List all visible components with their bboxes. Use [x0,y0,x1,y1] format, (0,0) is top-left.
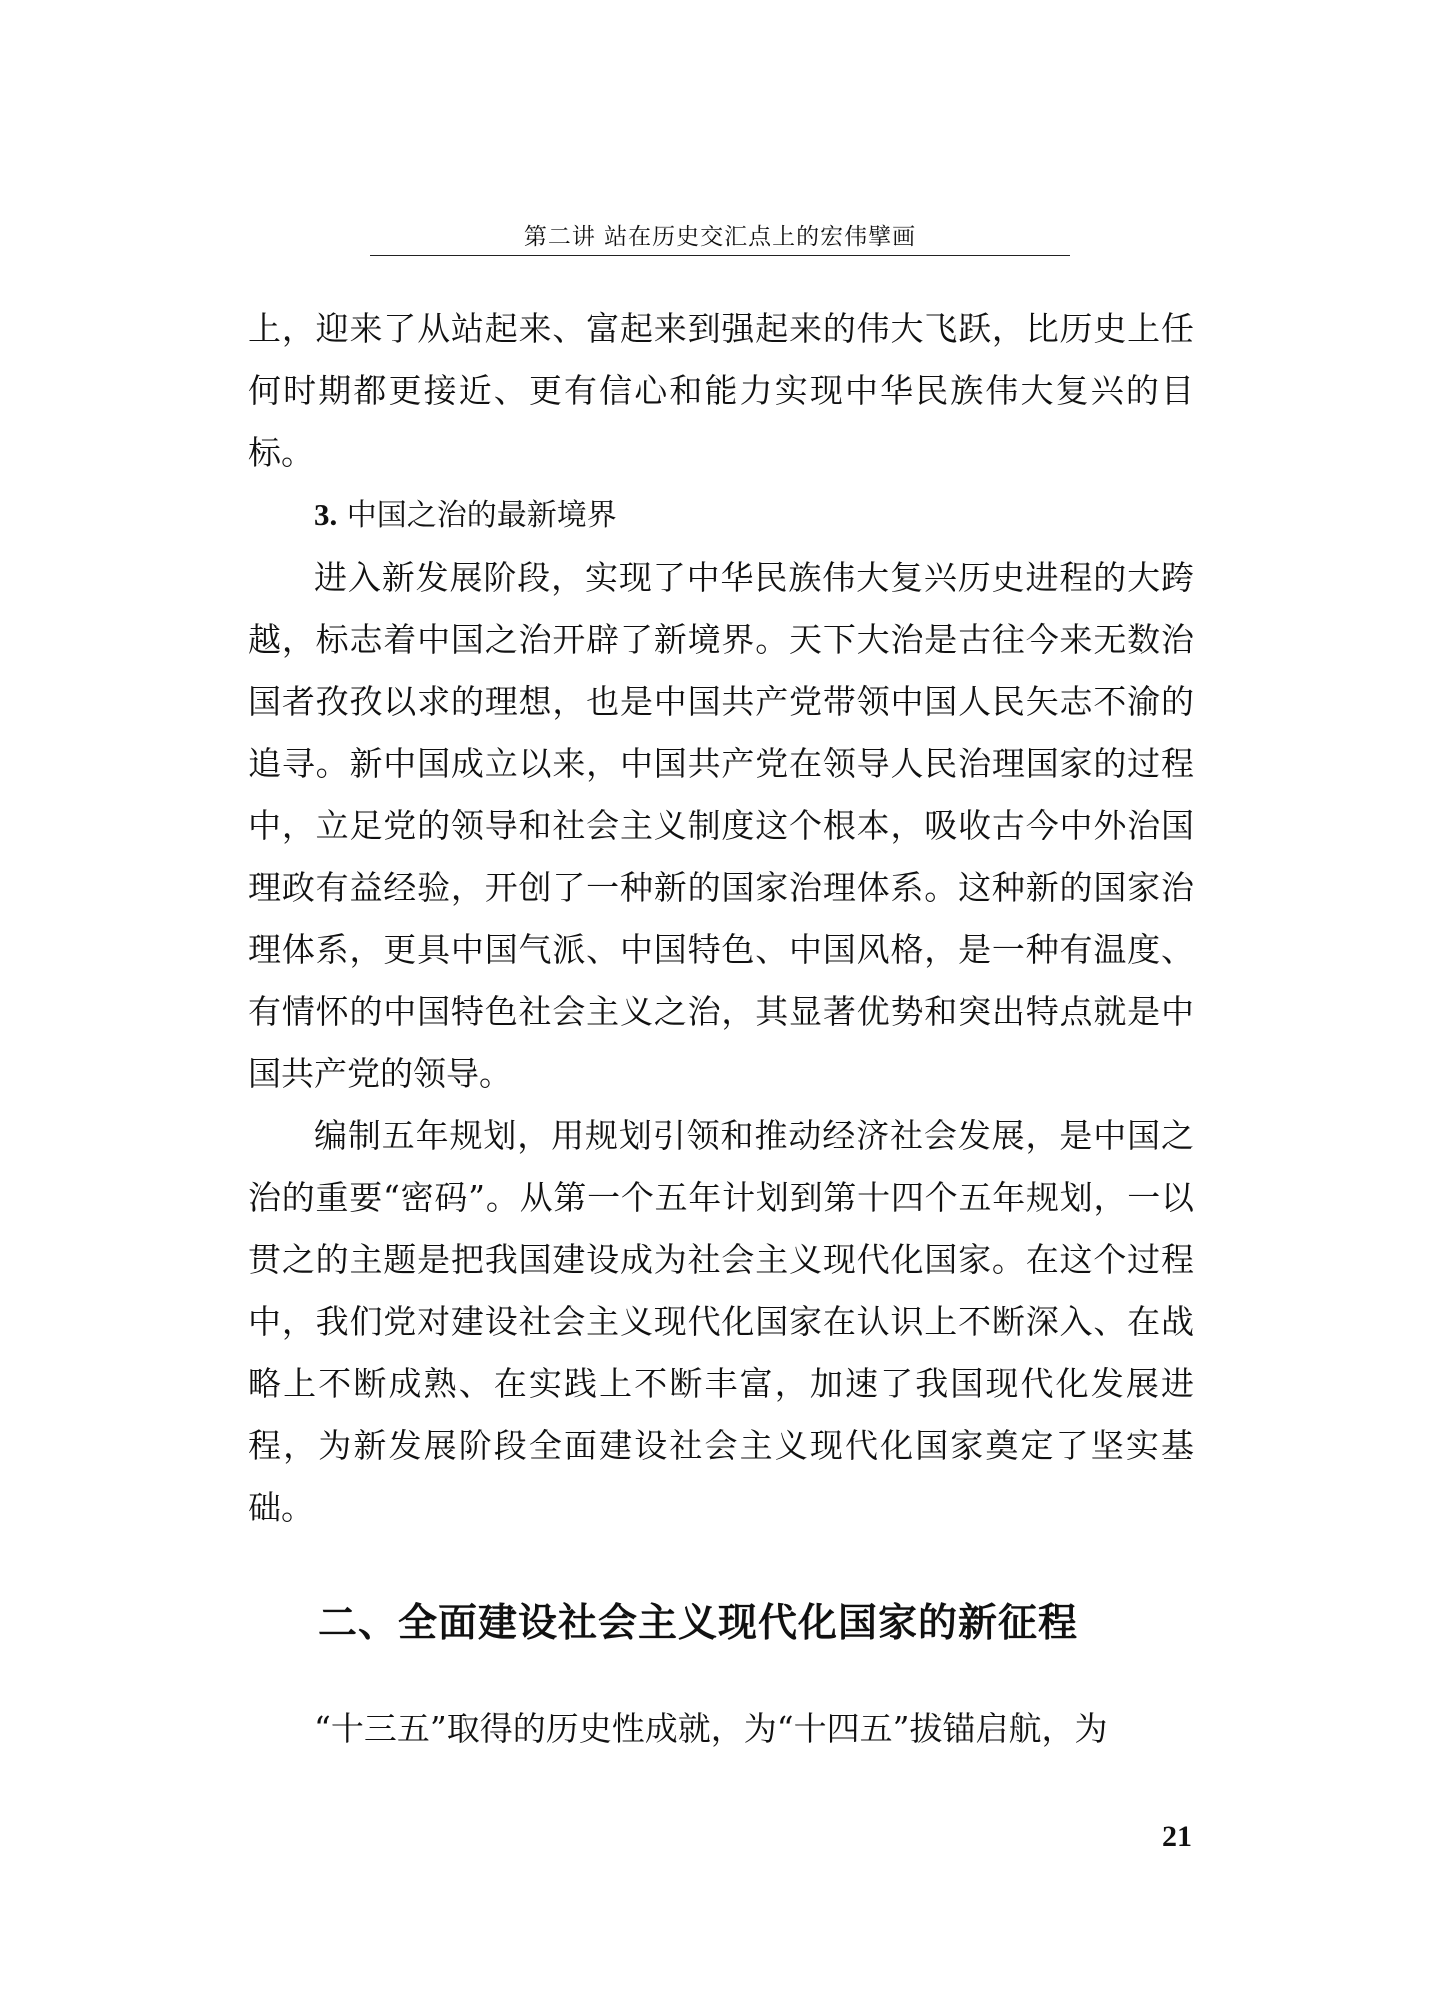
continuation-paragraph: 上，迎来了从站起来、富起来到强起来的伟大飞跃，比历史上任何时期都更接近、更有信心和能力实现中华民族伟大复兴的目标。 [248,309,1194,472]
body-paragraph: 进入新发展阶段，实现了中华民族伟大复兴历史进程的大跨越，标志着中国之治开辟了新境界。天下大治是古往今来无数治国者孜孜以求的理想，也是中国共产党带领中国人民矢志不渝的追寻。新中国成立以来，中国共产党在领导人民治理国家的过程中，立足党的领导和社会主义制度这个根本，吸收古今中外治国理政有益经验，开创了一种新的国家治理体系。这种新的国家治理体系，更具中国气派、中国特色、中国风格，是一种有温度、有情怀的中国特色社会主义之治，其显著优势和突出特点就是中国共产党的领导。 [248,558,1194,1093]
header-rule [370,255,1070,256]
page-number: 21 [1162,1820,1192,1853]
body-text-top [248,298,1194,1539]
body-paragraph: 编制五年规划，用规划引领和推动经济社会发展，是中国之治的重要“密码”。从第一个五年计划到第十四个五年规划，一以贯之的主题是把我国建设成为社会主义现代化国家。在这个过程中，我们党对建设社会主义现代化国家在认识上不断深入、在战略上不断成熟、在实践上不断丰富，加速了我国现代化发展进程，为新发展阶段全面建设社会主义现代化国家奠定了坚实基础。 [248,1116,1194,1527]
subsection-heading [248,484,1194,547]
running-header: 第二讲 站在历史交汇点上的宏伟擘画 [523,224,917,250]
subsection-number: 3. [314,497,338,532]
subsection-title: 中国之治的最新境界 [346,498,617,533]
closing-line: “十三五”取得的历史性成就，为“十四五”拔锚启航，为 [314,1709,1108,1748]
body-text-bottom [248,1698,1194,1760]
section-heading: 二、全面建设社会主义现代化国家的新征程 [318,1601,1079,1646]
